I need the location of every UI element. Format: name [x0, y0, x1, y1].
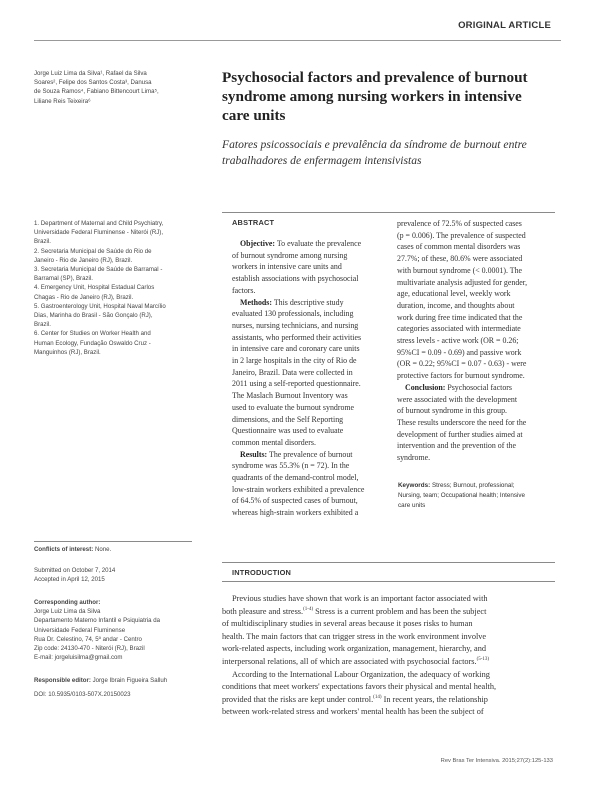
- abstract-line: [232, 484, 376, 496]
- abstract-text: stress levels - active work (OR = 0.26;: [397, 336, 519, 346]
- abstract-text: intervention and the prevention of the: [397, 441, 516, 451]
- abstract-text: whereas high-strain workers exhibited a: [232, 508, 359, 518]
- introduction-line: [222, 669, 555, 682]
- abstract-line: [232, 332, 376, 344]
- abstract-line: [397, 370, 549, 382]
- abstract-text: factors.: [232, 285, 256, 295]
- abstract-text: common mental disorders.: [232, 437, 316, 447]
- text-line: E-mail: jorgeluisilma@gmail.com: [34, 654, 123, 662]
- introduction-top-divider: [222, 562, 555, 563]
- abstract-text: dimensions, and the Self Reporting: [232, 414, 344, 424]
- abstract-text: workers in intensive care units and: [232, 262, 342, 272]
- abstract-line: [232, 414, 376, 426]
- text-line: 3. Secretaria Municipal de Saúde de Barramal -: [34, 266, 163, 274]
- abstract-text: syndrome.: [397, 453, 431, 463]
- conflicts-value: None.: [93, 546, 112, 553]
- abstract-text: of 64.5% of suspected cases of burnout,: [232, 496, 358, 506]
- abstract-text: 2011 using a self-reported questionnaire.: [232, 379, 361, 389]
- text-line: 1. Department of Maternal and Child Psychiatry,: [34, 220, 164, 227]
- abstract-text: establish associations with psychosocial: [232, 274, 359, 284]
- abstract-section-label: Results:: [240, 449, 268, 459]
- abstract-text: nurses, nursing technicians, and nursing: [232, 320, 359, 330]
- introduction-line: [222, 631, 555, 644]
- abstract-text: of burnout syndrome in this group.: [397, 406, 508, 416]
- keywords-line: Nursing, team; Occupational health; Intensive: [398, 492, 526, 499]
- abstract-line: [397, 241, 549, 253]
- abstract-line: [232, 378, 376, 390]
- abstract-line: [232, 460, 376, 472]
- introduction-text: In recent years, the relationship: [381, 694, 488, 704]
- introduction-text: interpersonal relations, all of which are associated with psychosocial factors.: [222, 656, 477, 666]
- keywords-block: [398, 481, 554, 511]
- text-line: Departamento Materno Infantil e Psiquiatria da: [34, 617, 161, 625]
- abstract-line: [397, 218, 549, 230]
- responsible-editor: [34, 676, 192, 685]
- abstract-text: Psychosocial factors: [445, 382, 512, 392]
- text-line: Human Ecology, Fundação Oswaldo Cruz -: [34, 339, 151, 347]
- abstract-line: [232, 495, 376, 507]
- abstract-text: were associated with the development: [397, 394, 518, 404]
- text-line: Rua Dr. Celestino, 74, 5º andar - Centro: [34, 635, 142, 643]
- abstract-line: [232, 297, 376, 309]
- abstract-line: [232, 261, 376, 273]
- left-divider: [34, 541, 192, 542]
- header-divider: [34, 40, 561, 41]
- abstract-text: 27.7%; of these, 80.6% were associated: [397, 254, 523, 264]
- text-line: de Souza Ramos⁴, Fabiano Bittencourt Lima⁵,: [34, 88, 159, 96]
- abstract-line: [232, 437, 376, 449]
- introduction-text: Previous studies have shown that work is an important factor associated with: [232, 594, 488, 603]
- text-line: Brazil.: [34, 238, 51, 246]
- article-type-label: ORIGINAL ARTICLE: [458, 20, 551, 31]
- abstract-text: The Maslach Burnout Inventory was: [232, 391, 348, 401]
- article-title-english: Psychosocial factors and prevalence of burnout syndrome among nursing workers in intensive care units: [222, 69, 528, 124]
- editor-label: Responsible editor:: [34, 677, 91, 684]
- abstract-column-2: [397, 218, 549, 464]
- abstract-section-label: Objective:: [240, 239, 276, 248]
- journal-citation-footer: Rev Bras Ter Intensiva. 2015;27(2):125-133: [440, 758, 553, 764]
- abstract-line: [397, 265, 549, 277]
- abstract-text: prevalence of 72.5% of suspected cases: [397, 219, 522, 228]
- keywords-label: Keywords:: [398, 482, 431, 489]
- introduction-line: [222, 606, 555, 619]
- submitted-date: Submitted on October 7, 2014: [34, 567, 116, 574]
- abstract-text: Questionnaire was used to evaluate: [232, 426, 344, 436]
- citation-reference: (5-13): [476, 657, 490, 663]
- abstract-text: duration, income, and thoughts about: [397, 300, 515, 310]
- abstract-text: These results underscore the need for the: [397, 417, 527, 427]
- abstract-line: [232, 343, 376, 355]
- abstract-text: 95%CI = 0.09 - 0.69) and passive work: [397, 347, 522, 357]
- abstract-line: [397, 277, 549, 289]
- abstract-line: [232, 472, 376, 484]
- abstract-top-divider: [222, 212, 555, 213]
- abstract-text: Janeiro, Brazil. Data were collected in: [232, 367, 353, 377]
- introduction-bottom-divider: [222, 581, 555, 582]
- text-line: Zip code: 24130-470 - Niterói (RJ), Brazil: [34, 645, 145, 653]
- text-line: 2. Secretaria Municipal de Saúde do Rio de: [34, 247, 152, 255]
- abstract-line: [397, 452, 549, 464]
- abstract-text: The prevalence of burnout: [267, 449, 353, 459]
- introduction-text: Stress is a current problem and has been the subject: [313, 606, 487, 616]
- corresponding-label: Corresponding author:: [34, 599, 101, 606]
- abstract-line: [397, 347, 549, 359]
- introduction-line: [222, 706, 555, 719]
- abstract-line: [232, 390, 376, 402]
- abstract-text: quadrants of the demand-control model,: [232, 473, 359, 483]
- abstract-text: (p = 0.006). The prevalence of suspected: [397, 230, 526, 240]
- abstract-line: [397, 253, 549, 265]
- abstract-section-label: Methods:: [240, 297, 272, 307]
- abstract-line: [232, 449, 376, 461]
- abstract-line: [397, 405, 549, 417]
- introduction-line: [222, 694, 555, 707]
- abstract-text: This descriptive study: [272, 297, 344, 307]
- abstract-line: [397, 300, 549, 312]
- conflicts-of-interest: [34, 545, 192, 554]
- abstract-line: [232, 285, 376, 297]
- abstract-text: evaluated 130 professionals, including: [232, 309, 354, 319]
- abstract-text: protective factors for burnout syndrome.: [397, 371, 525, 381]
- abstract-line: [397, 323, 549, 335]
- abstract-line: [232, 355, 376, 367]
- text-line: Brazil.: [34, 321, 51, 329]
- text-line: Manguinhos (RJ), Brazil.: [34, 348, 101, 356]
- introduction-text: of multidisciplinary studies in several areas because it poses risks to human: [222, 619, 473, 629]
- citation-reference: (14): [373, 694, 382, 700]
- abstract-text: assistants, who performed their activities: [232, 332, 362, 342]
- abstract-text: (OR = 0.22; 95%CI = 0.07 - 0.63) - were: [397, 359, 527, 369]
- text-line: Universidade Federal Fluminense: [34, 626, 126, 634]
- abstract-line: [397, 440, 549, 452]
- abstract-text: syndrome was 55.3% (n = 72). In the: [232, 461, 350, 471]
- text-line: Janeiro - Rio de Janeiro (RJ), Brazil.: [34, 256, 133, 264]
- abstract-section-label: Conclusion:: [405, 382, 446, 392]
- introduction-text: between work-related stress and workers' mental health has been the subject of: [222, 707, 484, 717]
- abstract-line: [397, 312, 549, 324]
- text-line: Soares², Felipe dos Santos Costa³, Danusa: [34, 79, 152, 87]
- abstract-line: [397, 335, 549, 347]
- text-line: 5. Gastroenterology Unit, Hospital Naval Marcílio: [34, 302, 166, 310]
- introduction-heading: INTRODUCTION: [232, 568, 292, 577]
- abstract-text: cases of common mental disorders was: [397, 242, 521, 252]
- abstract-line: [232, 402, 376, 414]
- accepted-date: Accepted in April 12, 2015: [34, 576, 105, 584]
- abstract-text: low-strain workers exhibited a prevalence: [232, 484, 365, 494]
- text-line: Universidade Federal Fluminense - Niterói (RJ),: [34, 229, 164, 237]
- abstract-text: with burnout syndrome (< 0.0001). The: [397, 265, 523, 275]
- introduction-line: [222, 681, 555, 694]
- submission-dates: [34, 566, 192, 584]
- keywords-line: Stress; Burnout, professional;: [430, 482, 515, 489]
- introduction-text: conditions that meet workers' expectations favors their physical and mental health,: [222, 682, 497, 692]
- introduction-body: [222, 593, 555, 719]
- introduction-line: [222, 593, 555, 606]
- introduction-text: provided that the risks are kept under control.: [222, 694, 374, 704]
- introduction-text: both pleasure and stress.: [222, 606, 304, 616]
- abstract-line: [397, 394, 549, 406]
- abstract-line: [232, 425, 376, 437]
- citation-reference: (1-4): [303, 606, 314, 612]
- abstract-line: [232, 367, 376, 379]
- text-line: Dias, Marinha do Brasil - São Gonçalo (RJ),: [34, 312, 153, 320]
- corresponding-author: [34, 598, 192, 662]
- doi: DOI: 10.5935/0103-507X.20150023: [34, 691, 131, 698]
- introduction-line: [222, 656, 555, 669]
- abstract-line: [397, 429, 549, 441]
- introduction-line: [222, 643, 555, 656]
- abstract-line: [232, 273, 376, 285]
- text-line: 4. Emergency Unit, Hospital Estadual Carlos: [34, 284, 155, 292]
- editor-value: Jorge Ibrain Figueira Salluh: [90, 677, 168, 684]
- affiliation-list: [34, 219, 192, 357]
- abstract-line: [397, 288, 549, 300]
- introduction-text: health. The main factors that can trigger stress in the work environment involve: [222, 631, 487, 641]
- abstract-text: age, educational level, weekly work: [397, 289, 511, 299]
- abstract-line: [397, 358, 549, 370]
- abstract-heading: ABSTRACT: [232, 218, 275, 227]
- abstract-text: of burnout syndrome among nursing: [232, 250, 348, 260]
- text-line: 6. Center for Studies on Worker Health and: [34, 330, 151, 338]
- abstract-text: categories associated with intermediate: [397, 324, 521, 334]
- abstract-text: in 2 large hospitals in the city of Rio de: [232, 356, 357, 366]
- abstract-text: development of further studies aimed at: [397, 429, 523, 439]
- abstract-column-1: [232, 238, 376, 519]
- abstract-line: [232, 238, 376, 250]
- text-line: Jorge Luiz Lima da Silva: [34, 608, 101, 616]
- text-line: Barramal (SP), Brazil.: [34, 275, 93, 283]
- conflicts-label: Conflicts of interest:: [34, 546, 94, 553]
- abstract-line: [232, 308, 376, 320]
- abstract-line: [232, 320, 376, 332]
- article-title-portuguese: Fatores psicossociais e prevalência da síndrome de burnout entre trabalhadores de enfermagem intensivistas: [222, 138, 527, 167]
- abstract-text: multivariate analysis adjusted for gender,: [397, 277, 528, 287]
- abstract-text: To evaluate the prevalence: [275, 239, 362, 248]
- text-line: Liliane Reis Teixeira⁶: [34, 97, 91, 105]
- abstract-line: [397, 230, 549, 242]
- abstract-line: [397, 382, 549, 394]
- text-line: Jorge Luiz Lima da Silva¹, Rafael da Silva: [34, 70, 147, 77]
- abstract-text: work during free time indicated that the: [397, 312, 523, 322]
- abstract-text: used to evaluate the burnout syndrome: [232, 402, 355, 412]
- text-line: Chagas - Rio de Janeiro (RJ), Brazil.: [34, 293, 134, 301]
- abstract-line: [397, 417, 549, 429]
- abstract-text: in intensive care and coronary care units: [232, 344, 360, 354]
- author-list: [34, 69, 192, 106]
- keywords-line: care units: [398, 502, 426, 509]
- introduction-line: [222, 618, 555, 631]
- abstract-line: [232, 250, 376, 262]
- introduction-text: work-related aspects, including work organization, management, hierarchy, and: [222, 644, 487, 654]
- introduction-text: According to the International Labour Organization, the adequacy of working: [232, 669, 490, 679]
- abstract-line: [232, 507, 376, 519]
